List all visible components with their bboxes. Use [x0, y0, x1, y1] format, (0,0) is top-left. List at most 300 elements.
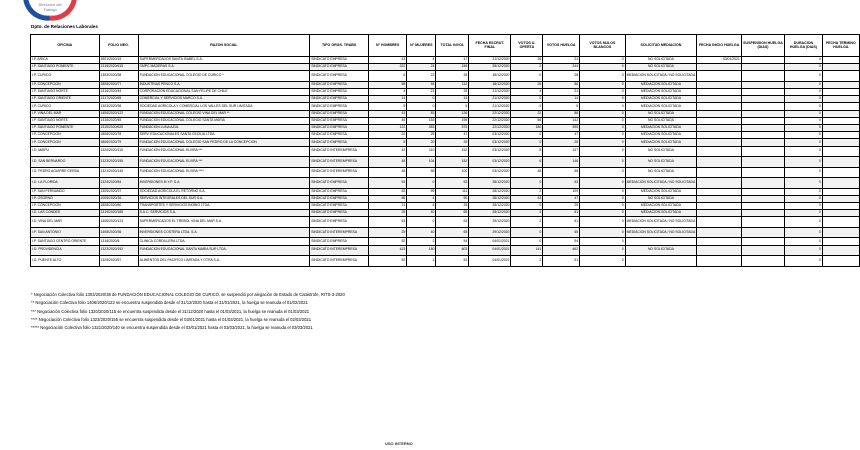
cell-oferta: 180	[511, 125, 543, 132]
footnote: **** Negociación Colectiva folio 1323/2020/155 se encuentra suspendida desde el 03/01/2021 hasta el 01/03/2021, la huelga se reanuda el 02/03/2021	[31, 316, 312, 322]
cell-fecha: 28/12/2020	[469, 64, 511, 71]
cell-m: 0	[407, 217, 436, 228]
cell-susp	[741, 195, 784, 202]
cell-mediacion: MEDIACION SOLICITADA	[625, 103, 697, 110]
column-header: FECHA ESCRUT. FINAL	[469, 35, 511, 57]
cell-fecha: 03/12/2020	[469, 132, 511, 139]
department-subtitle: Dpto. de Relaciones Laborales	[31, 24, 98, 29]
cell-m: 24	[407, 64, 436, 71]
cell-dur: 0	[785, 227, 823, 238]
cell-fecha: 28/12/2020	[469, 202, 511, 209]
strikes-table	[30, 34, 860, 267]
cell-razon: SOCIEDAD AGRICOLA Y COMERCIAL LOS VALLES DEL SUR LIMITADA	[138, 103, 310, 110]
cell-total: 152	[436, 146, 469, 157]
table-row	[31, 64, 860, 71]
cell-oficina: I.P. CURICO	[31, 103, 100, 110]
cell-total: 25	[436, 89, 469, 96]
cell-dur: 0	[785, 157, 823, 168]
cell-m: 110	[407, 146, 436, 157]
cell-dur: 0	[785, 217, 823, 228]
cell-total: 126	[436, 110, 469, 117]
cell-fecha: 29/12/2020	[469, 217, 511, 228]
cell-inicio	[697, 125, 742, 132]
cell-termino	[822, 117, 859, 124]
cell-total: 63	[436, 217, 469, 228]
cell-oferta: 2	[511, 256, 543, 267]
cell-m: 0	[407, 103, 436, 110]
cell-h: 5	[369, 103, 407, 110]
cell-razon: CLINICA CORDILLERA LTDA.	[138, 238, 310, 245]
cell-m: 25	[407, 132, 436, 139]
cell-susp	[741, 167, 784, 178]
cell-susp	[741, 227, 784, 238]
cell-oficina: I.P. SAN ANTONIO	[31, 227, 100, 238]
cell-total: 111	[436, 188, 469, 195]
cell-fecha: 21/12/2020	[469, 57, 511, 64]
table-row	[31, 167, 860, 178]
cell-folio: 1808/2020/78	[99, 132, 138, 139]
cell-m: 21	[407, 89, 436, 96]
cell-total: 152	[436, 157, 469, 168]
cell-nulos: 0	[580, 110, 626, 117]
cell-susp	[741, 188, 784, 195]
column-header: VOTOS HUELGA	[543, 35, 580, 57]
cell-termino	[822, 139, 859, 146]
cell-h: 52	[369, 238, 407, 245]
cell-oficina: I.P. SANTIAGO NORTE	[31, 117, 100, 124]
cell-huelga: 25	[543, 139, 580, 146]
cell-termino	[822, 167, 859, 178]
cell-oferta: 0	[511, 103, 543, 110]
cell-m: 453	[407, 125, 436, 132]
cell-oferta: 2	[511, 217, 543, 228]
column-header: SUSPENSION HUELGA (DIAS)	[741, 35, 784, 57]
cell-m: 59	[407, 188, 436, 195]
column-header: SOLICITUD MEDIACION	[625, 35, 697, 57]
cell-m: 2	[407, 238, 436, 245]
table-row	[31, 125, 860, 132]
cell-nulos: 0	[580, 117, 626, 124]
cell-nulos: 0	[580, 139, 626, 146]
table-row	[31, 202, 860, 209]
column-header: RAZON SOCIAL	[138, 35, 310, 57]
cell-tipo: SINDICATO EMPRESA	[310, 71, 369, 82]
table-row	[31, 132, 860, 139]
cell-susp	[741, 157, 784, 168]
cell-h: 63	[369, 217, 407, 228]
column-header: FOLIO NEG.	[99, 35, 138, 57]
cell-m: 40	[407, 227, 436, 238]
cell-dur: 0	[785, 103, 823, 110]
cell-huelga: 395	[543, 125, 580, 132]
cell-fecha: 03/12/2020	[469, 146, 511, 157]
cell-fecha: 22/12/2020	[469, 125, 511, 132]
cell-dur: 0	[785, 188, 823, 195]
cell-huelga: 462	[543, 245, 580, 256]
cell-inicio	[697, 96, 742, 103]
cell-fecha: 29/12/2020	[469, 227, 511, 238]
cell-dur: 0	[785, 245, 823, 256]
cell-folio: 1323/2020/155	[99, 157, 138, 168]
cell-m: 55	[407, 167, 436, 178]
cell-folio: 1005/2020/26	[99, 195, 138, 202]
cell-folio: 1322/2020/192	[99, 245, 138, 256]
column-header: TOTAL INVOL	[436, 35, 469, 57]
cell-m: 180	[407, 245, 436, 256]
cell-razon: FUNDACION EDUCACIONAL COLEGIO SAN PEDRO DE LA CONCEPCION	[138, 139, 310, 146]
cell-susp	[741, 202, 784, 209]
cell-oferta: 45	[511, 167, 543, 178]
cell-susp	[741, 256, 784, 267]
cell-inicio: 03/01/2021	[697, 57, 742, 64]
cell-huelga: 14	[543, 96, 580, 103]
cell-huelga: 28	[543, 71, 580, 82]
cell-tipo: SINDICATO EMPRESA	[310, 89, 369, 96]
cell-huelga: 55	[543, 167, 580, 178]
cell-h: 52	[369, 256, 407, 267]
cell-razon: CMPC MADERAS S.A.	[138, 64, 310, 71]
cell-fecha: 03/12/2020	[469, 157, 511, 168]
cell-razon: SOCIEDAD AGRICOLA EL RETORNO S.A.	[138, 188, 310, 195]
cell-oferta: 43	[511, 195, 543, 202]
cell-tipo: SINDICATO INTEREMPRESA	[310, 157, 369, 168]
table-row	[31, 227, 860, 238]
cell-mediacion: NO SOLICITADA	[625, 245, 697, 256]
cell-folio: 1408/2020/36	[99, 227, 138, 238]
cell-nulos: 0	[580, 89, 626, 96]
cell-mediacion: NO SOLICITADA	[625, 117, 697, 124]
cell-nulos: 0	[580, 245, 626, 256]
cell-huelga: 146	[543, 157, 580, 168]
cell-h: 25	[369, 227, 407, 238]
cell-nulos: 0	[580, 64, 626, 71]
table-row	[31, 139, 860, 146]
cell-termino	[822, 210, 859, 217]
cell-termino	[822, 96, 859, 103]
cell-tipo: SINDICATO EMPRESA	[310, 202, 369, 209]
cell-susp	[741, 217, 784, 228]
cell-razon: INVERSIONES COSTERA LTDA. S.A.	[138, 227, 310, 238]
cell-oferta: 2	[511, 64, 543, 71]
cell-nulos: 0	[580, 256, 626, 267]
cell-nulos: 0	[580, 96, 626, 103]
cell-m: 22	[407, 71, 436, 82]
cell-m: 153	[407, 117, 436, 124]
cell-razon: S.A.C. SERVICIOS S.A.	[138, 210, 310, 217]
cell-folio: 1315/2020/620	[99, 125, 138, 132]
cell-susp	[741, 103, 784, 110]
cell-razon: INDUSTRIAS PENCO S.A.	[138, 81, 310, 88]
cell-termino	[822, 256, 859, 267]
cell-oficina: I.D. PEDRO AGUIRRE CERDA	[31, 167, 100, 178]
cell-dur: 0	[785, 132, 823, 139]
cell-folio: 1305/2020/37	[99, 188, 138, 195]
cell-fecha: 21/12/2020	[469, 89, 511, 96]
cell-tipo: SINDICATO EMPRESA	[310, 125, 369, 132]
cell-h: 45	[369, 117, 407, 124]
table-row	[31, 89, 860, 96]
cell-folio: 1808/2020/79	[99, 139, 138, 146]
cell-razon: CORPORACION EDUCACIONAL SAN FELIPE DE CHILE	[138, 89, 310, 96]
footnote: *** Negociación Colectiva folio 1320/2020/115 se encuentra suspendida desde el 31/12/2020 hasta el 01/03/2021, la huelga se reanuda el 01/03/2021	[31, 308, 310, 314]
cell-nulos: 0	[580, 146, 626, 157]
cell-mediacion: NO SOLICITADA	[625, 146, 697, 157]
cell-dur: 0	[785, 117, 823, 124]
cell-total: 575	[436, 125, 469, 132]
cell-nulos: 0	[580, 178, 626, 189]
cell-nulos: 0	[580, 238, 626, 245]
cell-susp	[741, 125, 784, 132]
cell-total: 198	[436, 117, 469, 124]
cell-inicio	[697, 195, 742, 202]
cell-nulos: 0	[580, 202, 626, 209]
cell-tipo: SINDICATO INTEREMPRESA	[310, 256, 369, 267]
logo-text-line1: Dirección del	[38, 2, 62, 7]
cell-susp	[741, 110, 784, 117]
cell-total: 65	[436, 210, 469, 217]
cell-h: 53	[369, 178, 407, 189]
cell-mediacion: MEDIACION SOLICITADA	[625, 188, 697, 195]
cell-mediacion: MEDIACION SOLICITADA	[625, 210, 697, 217]
cell-termino	[822, 89, 859, 96]
cell-dur: 0	[785, 146, 823, 157]
table-row	[31, 57, 860, 64]
column-header: N° MUJERES	[407, 35, 436, 57]
cell-tipo: SINDICATO INTEREMPRESA	[310, 167, 369, 178]
cell-inicio	[697, 89, 742, 96]
cell-oficina: I.P. SANTIAGO NORTE	[31, 89, 100, 96]
cell-fecha: 28/12/2020	[469, 210, 511, 217]
cell-oficina: I.P. SANTIAGO ORIENTE	[31, 96, 100, 103]
cell-dur: 0	[785, 96, 823, 103]
cell-oferta: 0	[511, 178, 543, 189]
cell-folio: 1406/2020/123	[99, 217, 138, 228]
cell-huelga: 54	[543, 238, 580, 245]
cell-oferta: 5	[511, 146, 543, 157]
cell-dur: 0	[785, 64, 823, 71]
footnote: ***** Negociación Colectiva folio 1321/2020/140 se encuentra suspendida desde el 03/01/2021 hasta el 03/03/2021, la huelga se reanuda el 03/03/2021	[31, 325, 313, 331]
cell-razon: ALIMENTOS DEL PACIFICO LIMITADA Y OTRA S.A.	[138, 256, 310, 267]
cell-termino	[822, 81, 859, 88]
cell-mediacion: NO SOLICITADA	[625, 157, 697, 168]
cell-mediacion: NO SOLICITADA	[625, 110, 697, 117]
cell-termino	[822, 71, 859, 82]
cell-termino	[822, 125, 859, 132]
cell-dur: 0	[785, 89, 823, 96]
cell-mediacion: MEDIACION SOLICITADA / NO SOLICITADA	[625, 227, 697, 238]
logo-text-line2: Trabajo	[43, 7, 57, 12]
cell-inicio	[697, 256, 742, 267]
cell-total: 90	[436, 195, 469, 202]
cell-tipo: SINDICATO EMPRESA	[310, 195, 369, 202]
cell-tipo: SINDICATO EMPRESA	[310, 81, 369, 88]
cell-tipo: SINDICATO EMPRESA	[310, 210, 369, 217]
cell-huelga: 88	[543, 110, 580, 117]
cell-huelga: 53	[543, 178, 580, 189]
cell-m: 0	[407, 178, 436, 189]
cell-h: 14	[369, 96, 407, 103]
cell-h: 86	[369, 195, 407, 202]
cell-termino	[822, 227, 859, 238]
cell-termino	[822, 238, 859, 245]
cell-huelga: 21	[543, 57, 580, 64]
column-header: VOTOS NULOS BLANCOS	[580, 35, 626, 57]
cell-razon: COMERCIAL Y SERVICIOS MARCO S.A.	[138, 96, 310, 103]
cell-inicio	[697, 245, 742, 256]
cell-oficina: I.D. MAIPU	[31, 146, 100, 157]
table-row	[31, 238, 860, 245]
cell-oficina: I.D. SAN BERNARDO	[31, 157, 100, 168]
page-footer: USO INTERNO	[385, 441, 413, 446]
cell-dur: 0	[785, 125, 823, 132]
cell-oficina: I.P. OSORNO	[31, 195, 100, 202]
cell-inicio	[697, 103, 742, 110]
cell-susp	[741, 89, 784, 96]
cell-total: 14	[436, 96, 469, 103]
cell-nulos: 0	[580, 71, 626, 82]
cell-tipo: SINDICATO EMPRESA	[310, 103, 369, 110]
cell-h: 222	[369, 64, 407, 71]
cell-susp	[741, 96, 784, 103]
cell-total: 65	[436, 227, 469, 238]
cell-termino	[822, 146, 859, 157]
cell-inicio	[697, 202, 742, 209]
cell-h: 48	[369, 157, 407, 168]
cell-h: 45	[369, 167, 407, 178]
cell-h: 5	[369, 139, 407, 146]
cell-mediacion: NO SOLICITADA	[625, 57, 697, 64]
cell-susp	[741, 64, 784, 71]
cell-tipo: SINDICATO EMPRESA	[310, 188, 369, 195]
cell-mediacion: NO SOLICITADA	[625, 195, 697, 202]
cell-dur: 0	[785, 167, 823, 178]
cell-nulos: 0	[580, 57, 626, 64]
cell-dur: 0	[785, 238, 823, 245]
footnotes	[31, 291, 345, 332]
cell-nulos: 0	[580, 167, 626, 178]
cell-folio: 1321/2020/140	[99, 167, 138, 178]
cell-total: 246	[436, 64, 469, 71]
table-row	[31, 195, 860, 202]
cell-m: 83	[407, 110, 436, 117]
direccion-del-trabajo-logo	[22, 0, 78, 22]
cell-nulos: 0	[580, 188, 626, 195]
cell-termino	[822, 188, 859, 195]
cell-oficina: I.D. VINA DEL MAR	[31, 217, 100, 228]
cell-termino	[822, 64, 859, 71]
cell-susp	[741, 117, 784, 124]
column-header: VOTOS U. OFERTA	[511, 35, 543, 57]
cell-razon: TRANSPORTES Y SERVICIOS BIOBIO LTDA.	[138, 202, 310, 209]
cell-oficina: I.D. PROVIDENCIA	[31, 245, 100, 256]
cell-m: 4	[407, 202, 436, 209]
cell-dur: 0	[785, 139, 823, 146]
cell-fecha: 22/12/2020	[469, 110, 511, 117]
cell-mediacion: MEDIACION SOLICITADA	[625, 125, 697, 132]
cell-termino	[822, 245, 859, 256]
table-row	[31, 245, 860, 256]
column-header: N° HOMBRES	[369, 35, 407, 57]
cell-oficina: I.P. SAN FERNANDO	[31, 188, 100, 195]
column-header: FECHA TERMINO HUELGA	[822, 35, 859, 57]
cell-folio: 1501/2020/15	[99, 57, 138, 64]
cell-razon: FUNDACION EDUCACIONAL COLEGIO DE CURICO *	[138, 71, 310, 82]
table-header-row	[31, 35, 860, 57]
cell-h: 122	[369, 125, 407, 132]
cell-dur: 0	[785, 202, 823, 209]
column-header: TIPO ORGS. TRABS	[310, 35, 369, 57]
cell-termino	[822, 57, 859, 64]
cell-fecha: 21/12/2020	[469, 103, 511, 110]
cell-fecha: 04/01/2021	[469, 256, 511, 267]
cell-h: 22	[369, 132, 407, 139]
cell-dur: 0	[785, 210, 823, 217]
cell-oferta: 0	[511, 71, 543, 82]
cell-nulos: 0	[580, 217, 626, 228]
cell-fecha: 22/12/2020	[469, 117, 511, 124]
cell-razon: SUPERMERCADOS EL TREBOL VINA DEL MAR S.A.	[138, 217, 310, 228]
table-row	[31, 103, 860, 110]
cell-mediacion: MEDIACION SOLICITADA / NO SOLICITADA	[625, 217, 697, 228]
cell-folio: 1316/2020/45	[99, 117, 138, 124]
cell-termino	[822, 195, 859, 202]
cell-huelga: 61	[543, 217, 580, 228]
cell-mediacion: NO SOLICITADA	[625, 167, 697, 178]
column-header: FECHA INICIO HUELGA	[697, 35, 742, 57]
cell-termino	[822, 157, 859, 168]
cell-h: 25	[369, 210, 407, 217]
cell-h: 58	[369, 81, 407, 88]
column-header: DURACION HUELGA (DIAS)	[785, 35, 823, 57]
cell-oferta: 0	[511, 96, 543, 103]
cell-huelga: 47	[543, 132, 580, 139]
cell-folio: 1406/2020/122	[99, 110, 138, 117]
cell-h: 42	[369, 146, 407, 157]
cell-inicio	[697, 132, 742, 139]
cell-h: 6	[369, 71, 407, 82]
cell-folio: 1320/2020/115	[99, 146, 138, 157]
cell-folio: 1317/2020/65	[99, 96, 138, 103]
cell-dur: 4	[785, 57, 823, 64]
cell-nulos: 0	[580, 157, 626, 168]
cell-mediacion: MEDIACION SOLICITADA	[625, 96, 697, 103]
cell-fecha: 18/12/2020	[469, 81, 511, 88]
cell-total: 54	[436, 238, 469, 245]
cell-inicio	[697, 238, 742, 245]
cell-inicio	[697, 146, 742, 157]
table-row	[31, 110, 860, 117]
cell-razon: FUNDACION EDUCACIONAL COLEGIO VINA DEL MAR **	[138, 110, 310, 117]
cell-tipo: SINDICATO EMPRESA	[310, 139, 369, 146]
cell-fecha: 03/12/2020	[469, 139, 511, 146]
cell-oferta: 4	[511, 89, 543, 96]
cell-m: 0	[407, 96, 436, 103]
cell-nulos: 0	[580, 81, 626, 88]
cell-huelga: 5	[543, 103, 580, 110]
cell-susp	[741, 146, 784, 157]
cell-total: 25	[436, 202, 469, 209]
cell-oferta: 0	[511, 238, 543, 245]
cell-m: 4	[407, 195, 436, 202]
cell-susp	[741, 57, 784, 64]
cell-inicio	[697, 71, 742, 82]
cell-susp	[741, 71, 784, 82]
cell-folio: 1303/2020/38	[99, 71, 138, 82]
cell-oficina: I.P. CURICO	[31, 71, 100, 82]
cell-h: 423	[369, 245, 407, 256]
cell-oficina: I.P. CONCEPCION	[31, 202, 100, 209]
cell-susp	[741, 132, 784, 139]
